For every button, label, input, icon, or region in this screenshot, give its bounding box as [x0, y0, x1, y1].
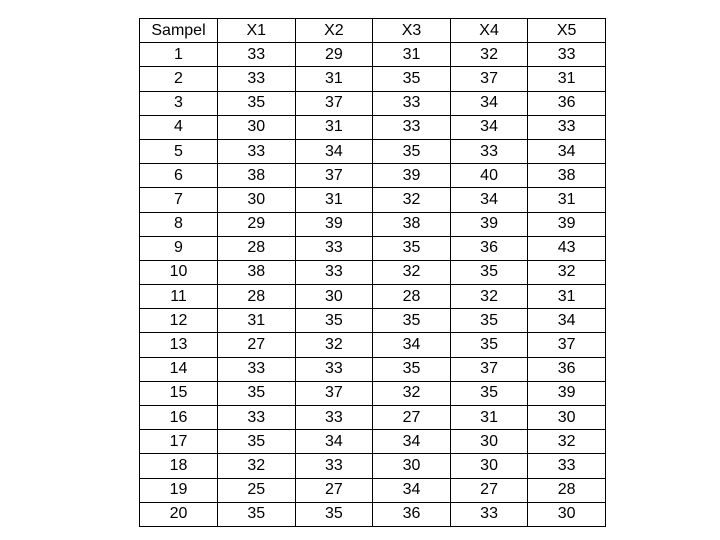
value-cell: 31: [528, 67, 606, 91]
sample-number-cell: 16: [140, 406, 218, 430]
table-row: [140, 139, 606, 163]
value-cell: 33: [295, 260, 373, 284]
value-cell: 31: [528, 188, 606, 212]
value-cell: 27: [218, 333, 296, 357]
table-row: [140, 188, 606, 212]
value-cell: 30: [373, 454, 451, 478]
value-cell: 31: [373, 43, 451, 67]
column-header-x4: X4: [450, 19, 528, 43]
table-row: [140, 67, 606, 91]
value-cell: 37: [450, 67, 528, 91]
value-cell: 39: [528, 381, 606, 405]
value-cell: 34: [373, 333, 451, 357]
table-body: [140, 43, 606, 527]
value-cell: 33: [528, 43, 606, 67]
value-cell: 31: [295, 188, 373, 212]
value-cell: 30: [218, 188, 296, 212]
value-cell: 33: [373, 91, 451, 115]
value-cell: 33: [295, 236, 373, 260]
table-row: [140, 430, 606, 454]
value-cell: 30: [528, 406, 606, 430]
column-header-sampel: Sampel: [140, 19, 218, 43]
value-cell: 32: [450, 43, 528, 67]
sample-number-cell: 4: [140, 115, 218, 139]
value-cell: 37: [295, 91, 373, 115]
value-cell: 33: [218, 406, 296, 430]
value-cell: 34: [373, 478, 451, 502]
value-cell: 34: [450, 188, 528, 212]
value-cell: 27: [373, 406, 451, 430]
value-cell: 36: [450, 236, 528, 260]
value-cell: 32: [528, 430, 606, 454]
sample-number-cell: 10: [140, 260, 218, 284]
sample-number-cell: 14: [140, 357, 218, 381]
table-row: [140, 309, 606, 333]
value-cell: 31: [218, 309, 296, 333]
value-cell: 32: [373, 188, 451, 212]
value-cell: 39: [450, 212, 528, 236]
value-cell: 34: [450, 91, 528, 115]
table-row: [140, 406, 606, 430]
value-cell: 34: [295, 139, 373, 163]
value-cell: 33: [295, 454, 373, 478]
sample-data-table: [139, 18, 606, 527]
sample-number-cell: 8: [140, 212, 218, 236]
sample-number-cell: 3: [140, 91, 218, 115]
value-cell: 33: [218, 139, 296, 163]
value-cell: 39: [295, 212, 373, 236]
value-cell: 38: [218, 164, 296, 188]
value-cell: 35: [218, 502, 296, 526]
value-cell: 28: [218, 236, 296, 260]
value-cell: 33: [295, 406, 373, 430]
sample-number-cell: 5: [140, 139, 218, 163]
value-cell: 40: [450, 164, 528, 188]
value-cell: 32: [373, 260, 451, 284]
value-cell: 34: [373, 430, 451, 454]
value-cell: 33: [528, 115, 606, 139]
value-cell: 30: [295, 285, 373, 309]
sample-number-cell: 6: [140, 164, 218, 188]
header-row: [140, 19, 606, 43]
sample-number-cell: 13: [140, 333, 218, 357]
sample-number-cell: 20: [140, 502, 218, 526]
value-cell: 31: [450, 406, 528, 430]
value-cell: 35: [218, 91, 296, 115]
sample-number-cell: 12: [140, 309, 218, 333]
value-cell: 37: [295, 164, 373, 188]
value-cell: 29: [218, 212, 296, 236]
table-row: [140, 454, 606, 478]
value-cell: 32: [295, 333, 373, 357]
value-cell: 27: [295, 478, 373, 502]
value-cell: 33: [450, 139, 528, 163]
column-header-x3: X3: [373, 19, 451, 43]
sample-number-cell: 1: [140, 43, 218, 67]
value-cell: 35: [295, 502, 373, 526]
value-cell: 35: [373, 67, 451, 91]
value-cell: 35: [450, 381, 528, 405]
value-cell: 31: [528, 285, 606, 309]
table-row: [140, 43, 606, 67]
sample-number-cell: 15: [140, 381, 218, 405]
value-cell: 36: [373, 502, 451, 526]
value-cell: 28: [528, 478, 606, 502]
value-cell: 31: [295, 115, 373, 139]
table-header: [140, 19, 606, 43]
table-row: [140, 502, 606, 526]
value-cell: 30: [450, 454, 528, 478]
sample-number-cell: 2: [140, 67, 218, 91]
sample-number-cell: 19: [140, 478, 218, 502]
value-cell: 35: [373, 309, 451, 333]
value-cell: 30: [450, 430, 528, 454]
value-cell: 33: [218, 357, 296, 381]
value-cell: 34: [450, 115, 528, 139]
value-cell: 33: [295, 357, 373, 381]
value-cell: 32: [218, 454, 296, 478]
value-cell: 32: [373, 381, 451, 405]
value-cell: 37: [295, 381, 373, 405]
value-cell: 33: [450, 502, 528, 526]
column-header-x5: X5: [528, 19, 606, 43]
value-cell: 32: [450, 285, 528, 309]
table-row: [140, 357, 606, 381]
value-cell: 38: [218, 260, 296, 284]
value-cell: 35: [218, 430, 296, 454]
value-cell: 30: [218, 115, 296, 139]
value-cell: 34: [295, 430, 373, 454]
value-cell: 35: [373, 357, 451, 381]
table-row: [140, 164, 606, 188]
sample-number-cell: 9: [140, 236, 218, 260]
value-cell: 28: [218, 285, 296, 309]
value-cell: 37: [528, 333, 606, 357]
value-cell: 36: [528, 357, 606, 381]
value-cell: 29: [295, 43, 373, 67]
value-cell: 39: [528, 212, 606, 236]
value-cell: 35: [295, 309, 373, 333]
value-cell: 37: [450, 357, 528, 381]
table-row: [140, 236, 606, 260]
value-cell: 25: [218, 478, 296, 502]
value-cell: 33: [373, 115, 451, 139]
value-cell: 33: [528, 454, 606, 478]
column-header-x1: X1: [218, 19, 296, 43]
sample-number-cell: 18: [140, 454, 218, 478]
table-row: [140, 91, 606, 115]
value-cell: 33: [218, 43, 296, 67]
value-cell: 39: [373, 164, 451, 188]
value-cell: 38: [528, 164, 606, 188]
sample-number-cell: 11: [140, 285, 218, 309]
column-header-x2: X2: [295, 19, 373, 43]
value-cell: 32: [528, 260, 606, 284]
value-cell: 33: [218, 67, 296, 91]
value-cell: 35: [373, 236, 451, 260]
sample-number-cell: 17: [140, 430, 218, 454]
value-cell: 35: [450, 260, 528, 284]
value-cell: 34: [528, 139, 606, 163]
value-cell: 35: [450, 309, 528, 333]
value-cell: 35: [218, 381, 296, 405]
value-cell: 38: [373, 212, 451, 236]
value-cell: 36: [528, 91, 606, 115]
value-cell: 34: [528, 309, 606, 333]
table-row: [140, 478, 606, 502]
value-cell: 27: [450, 478, 528, 502]
value-cell: 35: [373, 139, 451, 163]
value-cell: 43: [528, 236, 606, 260]
table-row: [140, 115, 606, 139]
table-row: [140, 381, 606, 405]
sample-number-cell: 7: [140, 188, 218, 212]
table-row: [140, 285, 606, 309]
table-row: [140, 212, 606, 236]
value-cell: 35: [450, 333, 528, 357]
value-cell: 30: [528, 502, 606, 526]
value-cell: 31: [295, 67, 373, 91]
table-row: [140, 333, 606, 357]
table-row: [140, 260, 606, 284]
value-cell: 28: [373, 285, 451, 309]
